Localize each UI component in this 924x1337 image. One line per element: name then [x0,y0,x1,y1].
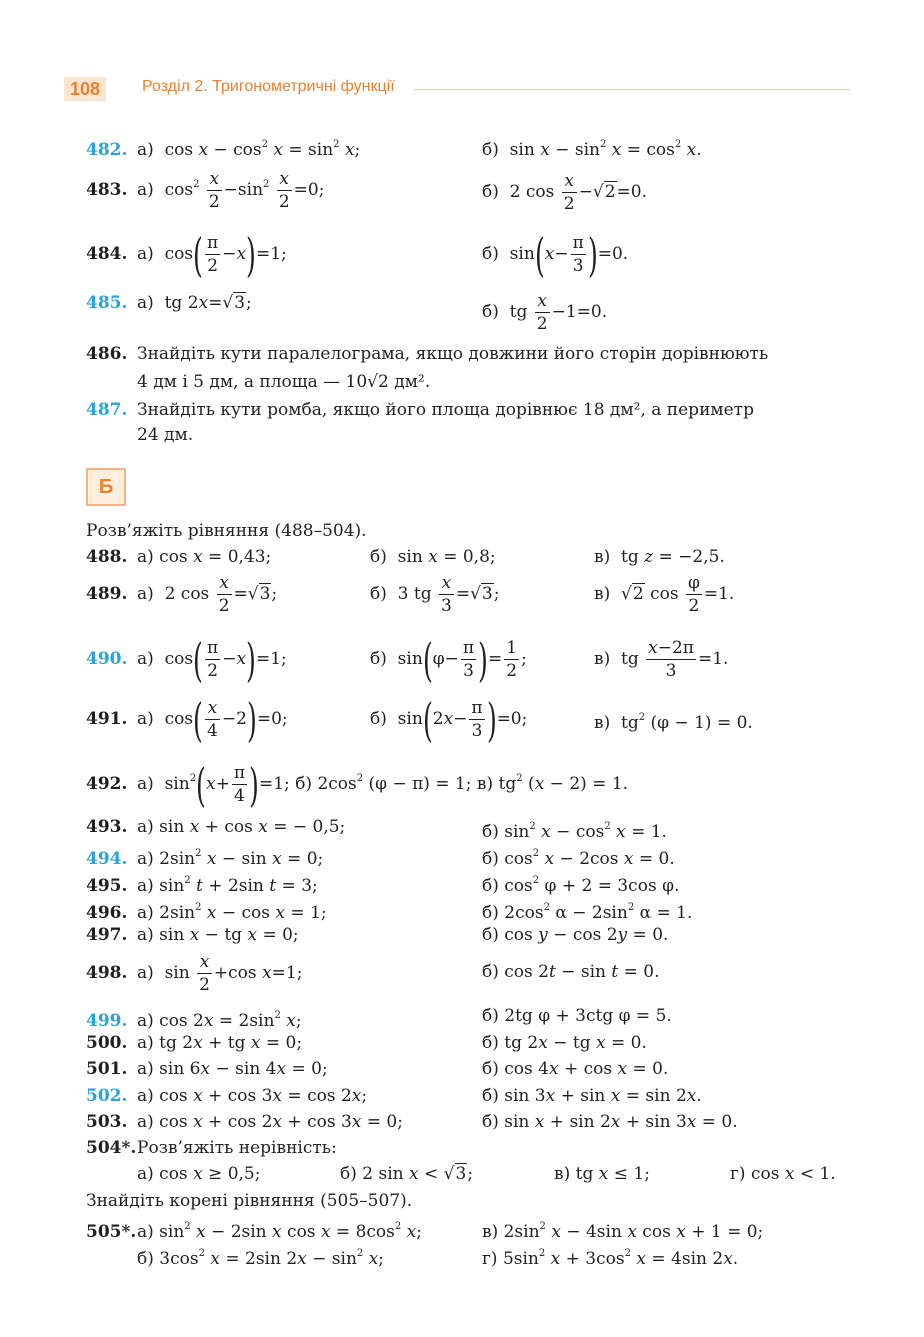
header-rule [414,89,850,90]
exercise-504: 504*.Розв’яжіть нерівність: [86,1138,337,1158]
exercise-499: 499. а) $\cos 2x = 2\sin^2$ x; б) 2tg φ + 3ctg φ = 5. [86,1006,672,1031]
exercise-500: 500. а) tg 2x + tg x = 0; б) tg 2x − tg x = 0. [86,1033,647,1053]
exercise-488: 488. а) cos x = 0,43; б) sin x = 0,8; в) tg z = −2,5. [86,547,725,567]
exercise-487: 487. Знайдіть кути ромба, якщо його площа дорівнює 18 дм², а периметр [86,400,754,420]
exercise-497: 497. а) sin x − tg x = 0; б) cos y − cos 2y = 0. [86,925,669,945]
exercise-504-items: а) cos x ≥ 0,5; б) 2 sin x < √3; в) tg x ≤ 1; г) cos x < 1. [137,1164,836,1184]
exercise-505-cont: б) $3\cos^2$ x = 2sin $2x - \sin^2 x$; г) $5\sin^2$ $x + 3\cos^2$ x = 4sin 2x. [137,1248,739,1269]
intro-488-504: Розв’яжіть рівняння (488–504). [86,521,367,541]
exercise-483: 483. а) $\cos^2$ $\frac{x}{2}$ $-\sin^2$ $\frac{x}{2}$ =0; б) 2 cos $\frac{x}{2}$ −√2=0. [86,169,647,214]
exercise-486: 486. Знайдіть кути паралелограма, якщо довжини його сторін дорівнюють [86,344,769,364]
exercise-502: 502. а) cos x + cos 3x = cos 2x; б) sin 3x + sin x = sin 2x. [86,1086,702,1106]
exercise-494: 494. а) $2\sin^2$ x − sin x = 0; б) $\cos^2 x - 2\cos$ x = 0. [86,848,675,869]
section-title: Розділ 2. Тригонометричні функції [142,78,395,95]
page-number: 108 [64,77,106,101]
exercise-482: 482. а) $\cos x - \cos^2 x = \sin^2 x$; б) $\sin x - \sin^2 x = \cos^2 x$. [86,139,702,160]
exercise-493: 493. а) sin x + cos x = − 0,5; б) $\sin^2 x - \cos^2 x = 1$. [86,817,667,842]
intro-505-507: Знайдіть корені рівняння (505–507). [86,1191,413,1211]
exercise-496: 496. а) $2\sin^2$ x − cos x = 1; б) $2\cos^2$ $\alpha - 2\sin^2$ α = 1. [86,902,693,923]
exercise-487-cont: 24 дм. [137,425,194,445]
exercise-501: 501. а) sin 6x − sin 4x = 0; б) cos 4x + cos x = 0. [86,1059,669,1079]
exercise-495: 495. а) $\sin^2 t + 2\sin$ t = 3; б) $\cos^2 \varphi + 2 = 3\cos$ φ. [86,875,680,896]
exercise-485: 485. а) tg 2x=√3; б) tg $\frac{x}{2}$ −1=0. [86,291,608,334]
exercise-489: 489. а) 2 cos $\frac{x}{2}$ =√3; б) 3 tg $\frac{x}{3}$ =√3; в) √2 cos $\frac{\varphi}{2}$ =1. [86,573,735,616]
exercise-503: 503. а) cos x + cos 2x + cos 3x = 0; б) sin x + sin 2x + sin 3x = 0. [86,1112,738,1132]
level-badge: Б [86,468,126,506]
exercise-484: 484. а) cos( $\frac{\pi}{2}$ −x)=1; б) sin(x− $\frac{\pi}{3}$ )=0. [86,227,629,282]
exercise-492: 492. а) $\sin^2(x+$ $\frac{\pi}{4}$ )=1; б) $2\cos^2$ (φ − π) = 1; в) $tg^2$ (x − 2) = 1. [86,757,629,812]
exercise-490: 490. а) cos( $\frac{\pi}{2}$ −x)=1; б) sin(φ− $\frac{\pi}{3}$ )= $\frac{1}{2}$ ; в) tg $\frac{x-2\pi}{3}$ =1. [86,632,729,687]
page-header [64,74,850,104]
exercise-486-cont: 4 дм і 5 дм, а площа — 10√2 дм². [137,372,431,392]
exercise-505: 505*.а) $\sin^2 x - 2\sin$ x $\cos x = 8\cos^2$ x; в) $2\sin^2$ x − 4sin x cos x + 1 = 0; [86,1221,764,1242]
exercise-491: 491. а) cos( $\frac{x}{4}$ −2)=0; б) sin(2x− $\frac{\pi}{3}$ )=0; в) $tg^2$ (φ − 1) = 0. [86,692,753,747]
exercise-498: 498. а) sin $\frac{x}{2}$ +cos x=1; б) cos 2t − sin t = 0. [86,952,660,995]
